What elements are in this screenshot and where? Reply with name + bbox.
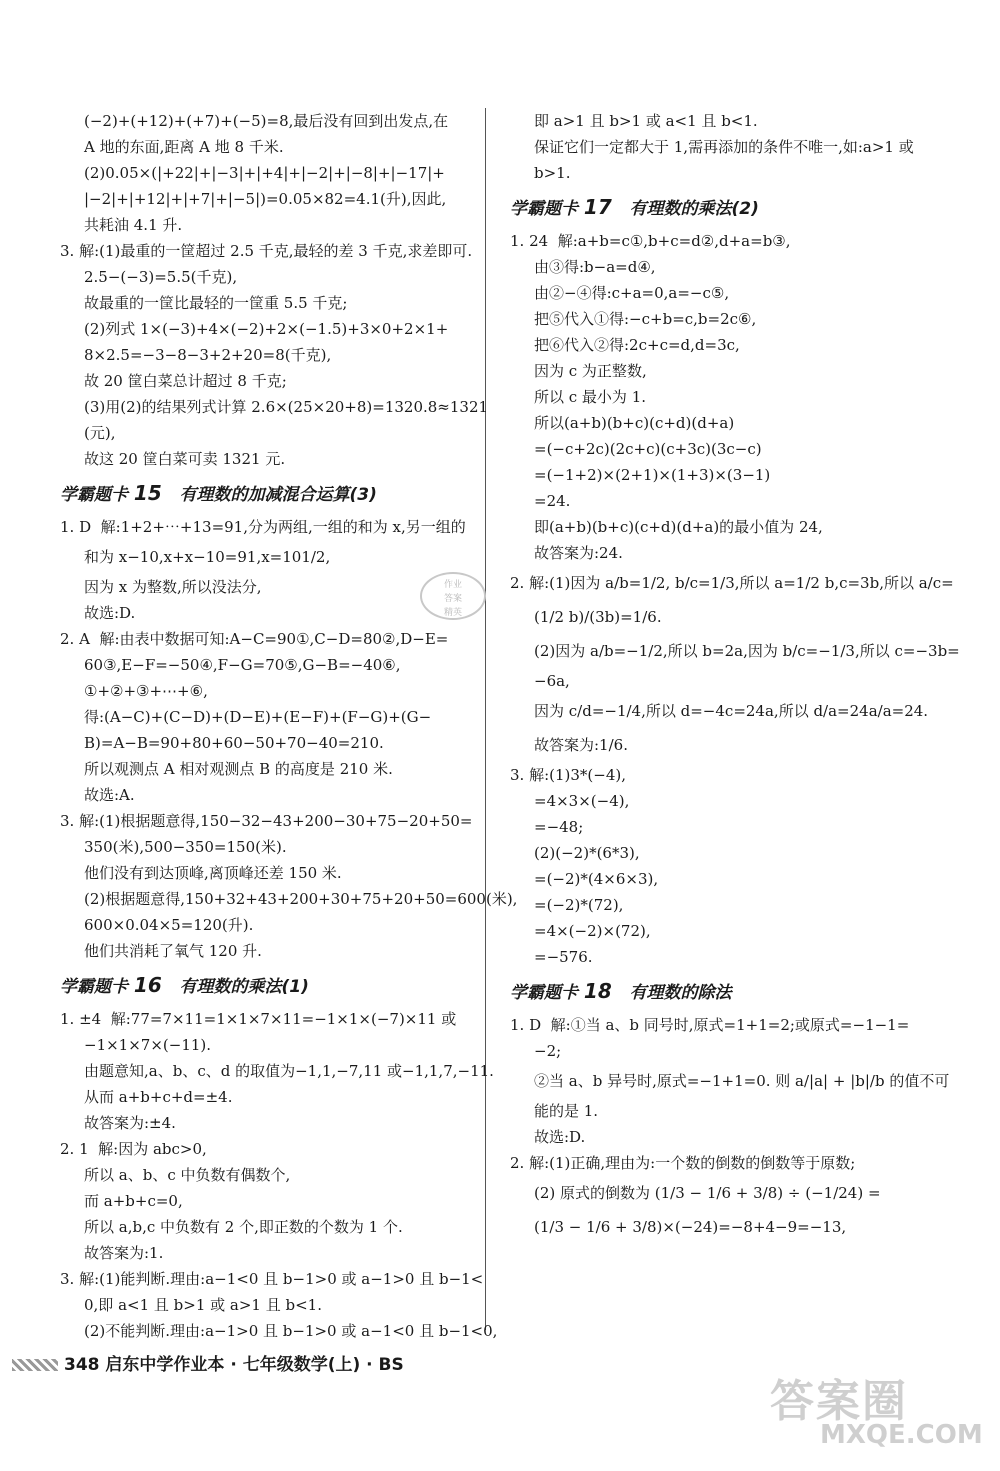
text-line: 故选:A. [84, 786, 135, 804]
text-line: (2)(−2)*(6*3), [534, 844, 640, 862]
heading-title: 有理数的乘法(1) [179, 977, 309, 997]
stamp-text: 答案 [443, 594, 462, 604]
watermark-url: MXQE.COM [820, 1420, 983, 1450]
heading-label: 学霸题卡 [60, 485, 128, 505]
text-line: 即(a+b)(b+c)(c+d)(d+a)的最小值为 24, [534, 518, 823, 536]
right-column [510, 108, 960, 1244]
text-line: 共耗油 4.1 升. [84, 216, 183, 234]
heading-title: 有理数的加减混合运算(3) [179, 485, 377, 505]
text-line: 而 a+b+c=0, [84, 1192, 183, 1210]
stamp-seal [420, 572, 486, 620]
text-line: 8×2.5=−3−8−3+2+20=8(千克), [84, 346, 332, 364]
text-line: =(−2)*(4×6×3), [534, 870, 659, 888]
text-line: 0,即 a<1 且 b>1 或 a>1 且 b<1. [84, 1296, 322, 1314]
text-line: (1/2 b)/(3b)=1/6. [534, 608, 662, 626]
text-line: 2. 解:(1)正确,理由为:一个数的倒数的倒数等于原数; [510, 1154, 856, 1172]
text-line: 故答案为:±4. [84, 1114, 176, 1132]
text-line: 他们没有到达顶峰,离顶峰还差 150 米. [84, 864, 342, 882]
left-block-1 [60, 108, 489, 472]
text-line: =4×(−2)×(72), [534, 922, 651, 940]
text-line: =24. [534, 492, 571, 510]
text-line: 由题意知,a、b、c、d 的取值为−1,1,−7,11 或−1,1,7,−11. [84, 1062, 494, 1080]
text-line: 2. 1 解:因为 abc>0, [60, 1140, 207, 1158]
text-line: 由③得:b−a=d④, [534, 258, 656, 276]
text-line: 所以 a,b,c 中负数有 2 个,即正数的个数为 1 个. [84, 1218, 403, 1236]
text-line: =4×3×(−4), [534, 792, 630, 810]
text-line: (2)列式 1×(−3)+4×(−2)+2×(−1.5)+3×0+2×1+ [84, 320, 449, 338]
text-line: 故答案为:1. [84, 1244, 164, 1262]
text-line: 故选:D. [84, 604, 136, 622]
text-line: |−2|+|+12|+|+7|+|−5|)=0.05×82=4.1(升),因此, [84, 190, 447, 208]
text-line: 由②−④得:c+a=0,a=−c⑤, [534, 284, 730, 302]
heading-title: 有理数的乘法(2) [629, 199, 759, 219]
text-line: −6a, [534, 672, 570, 690]
text-line: 故答案为:1/6. [534, 736, 628, 754]
stamp-text: 精英 [443, 608, 462, 618]
heading-label: 学霸题卡 [60, 977, 128, 997]
heading-label: 学霸题卡 [510, 983, 578, 1003]
text-line: 得:(A−C)+(C−D)+(D−E)+(E−F)+(F−G)+(G− [84, 708, 432, 726]
text-line: 350(米),500−350=150(米). [84, 838, 287, 856]
section-heading-16 [60, 970, 470, 1002]
text-line: 3. 解:(1)最重的一筐超过 2.5 千克,最轻的差 3 千克,求差即可. [60, 242, 473, 260]
heading-label: 学霸题卡 [510, 199, 578, 219]
text-line: 和为 x−10,x+x−10=91,x=101/2, [84, 548, 331, 566]
text-line: 故这 20 筐白菜可卖 1321 元. [84, 450, 286, 468]
text-line: (元), [84, 424, 116, 442]
text-line: =(−c+2c)(2c+c)(c+3c)(3c−c) [534, 440, 762, 458]
right-block-1 [510, 108, 920, 186]
text-line: 故答案为:24. [534, 544, 623, 562]
text-line: 2. 解:(1)因为 a/b=1/2, b/c=1/3,所以 a=1/2 b,c=3b,所以 a/c= [510, 574, 954, 592]
text-line: 2. A 解:由表中数据可知:A−C=90①,C−D=80②,D−E= [60, 630, 449, 648]
text-line: (2)因为 a/b=−1/2,所以 b=2a,因为 b/c=−1/3,所以 c=−3b= [534, 642, 960, 660]
left-column [60, 108, 518, 1344]
text-line: 3. 解:(1)根据题意得,150−32−43+200−30+75−20+50= [60, 812, 473, 830]
text-line: (2)不能判断.理由:a−1>0 且 b−1>0 或 a−1<0 且 b−1<0, [84, 1322, 498, 1340]
heading-number: 16 [133, 973, 162, 997]
watermark-logo: 答案圈 [770, 1376, 908, 1427]
right-block-2 [510, 228, 960, 970]
footer-text: 348 启东中学作业本 · 七年级数学(上) · BS [64, 1355, 404, 1375]
text-line: (2)0.05×(|+22|+|−3|+|+4|+|−2|+|−8|+|−17|+ [84, 164, 445, 182]
text-line: 1. 24 解:a+b=c①,b+c=d②,d+a=b③, [510, 232, 791, 250]
text-line: =−48; [534, 818, 584, 836]
column-divider [485, 108, 486, 1330]
heading-number: 17 [583, 195, 612, 219]
text-line: ②当 a、b 异号时,原式=−1+1=0. 则 a/|a| + |b|/b 的值不可 [534, 1072, 950, 1090]
text-line: 1. D 解:1+2+⋯+13=91,分为两组,一组的和为 x,另一组的 [60, 518, 466, 536]
text-line: 3. 解:(1)能判断.理由:a−1<0 且 b−1>0 或 a−1>0 且 b−1< [60, 1270, 484, 1288]
text-line: 把⑤代入①得:−c+b=c,b=2c⑥, [534, 310, 757, 328]
text-line: 60③,E−F=−50④,F−G=70⑤,G−B=−40⑥, [84, 656, 401, 674]
text-line: 2.5−(−3)=5.5(千克), [84, 268, 238, 286]
text-line: 故 20 筐白菜总计超过 8 千克; [84, 372, 287, 390]
text-line: 因为 c/d=−1/4,所以 d=−4c=24a,所以 d/a=24a/a=24. [534, 702, 929, 720]
text-line: b>1. [534, 164, 571, 182]
text-line: 所以 c 最小为 1. [534, 388, 647, 406]
heading-number: 15 [133, 481, 162, 505]
text-line: 1. D 解:①当 a、b 同号时,原式=1+1=2;或原式=−1−1= [510, 1016, 910, 1034]
text-line: =−576. [534, 948, 593, 966]
left-block-2 [60, 514, 518, 964]
text-line: 能的是 1. [534, 1102, 599, 1120]
section-heading-17 [510, 192, 920, 224]
text-line: −1×1×7×(−11). [84, 1036, 212, 1054]
text-line: 故最重的一筐比最轻的一筐重 5.5 千克; [84, 294, 348, 312]
text-line: =(−1+2)×(2+1)×(1+3)×(3−1) [534, 466, 771, 484]
text-line: 1. ±4 解:77=7×11=1×1×7×11=−1×1×(−7)×11 或 [60, 1010, 457, 1028]
section-heading-15 [60, 478, 470, 510]
text-line: B)=A−B=90+80+60−50+70−40=210. [84, 734, 384, 752]
stamp-text: 作业 [443, 580, 462, 590]
heading-number: 18 [583, 979, 612, 1003]
right-block-3 [510, 1012, 950, 1244]
heading-title: 有理数的除法 [629, 983, 732, 1003]
text-line: 600×0.04×5=120(升). [84, 916, 254, 934]
text-line: (1/3 − 1/6 + 3/8)×(−24)=−8+4−9=−13, [534, 1218, 847, 1236]
text-line: 所以 a、b、c 中负数有偶数个, [84, 1166, 291, 1184]
text-line: 因为 c 为正整数, [534, 362, 647, 380]
left-block-3 [60, 1006, 498, 1344]
text-line: 3. 解:(1)3*(−4), [510, 766, 627, 784]
text-line: (2)根据题意得,150+32+43+200+30+75+20+50=600(米), [84, 890, 518, 908]
text-line: 他们共消耗了氧气 120 升. [84, 942, 262, 960]
text-line: 把⑥代入②得:2c+c=d,d=3c, [534, 336, 740, 354]
text-line: 所以观测点 A 相对观测点 B 的高度是 210 米. [84, 760, 393, 778]
text-line: 即 a>1 且 b>1 或 a<1 且 b<1. [534, 112, 758, 130]
text-line: =(−2)*(72), [534, 896, 624, 914]
text-line: ①+②+③+⋯+⑥, [84, 682, 208, 700]
text-line: A 地的东面,距离 A 地 8 千米. [84, 138, 284, 156]
text-line: (−2)+(+12)+(+7)+(−5)=8,最后没有回到出发点,在 [84, 112, 449, 130]
page-footer [12, 1350, 404, 1375]
text-line: 所以(a+b)(b+c)(c+d)(d+a) [534, 414, 735, 432]
footer-decoration [12, 1359, 58, 1371]
text-line: (2) 原式的倒数为 (1/3 − 1/6 + 3/8) ÷ (−1/24) = [534, 1184, 881, 1202]
text-line: 因为 x 为整数,所以没法分, [84, 578, 262, 596]
text-line: 保证它们一定都大于 1,需再添加的条件不唯一,如:a>1 或 [534, 138, 914, 156]
text-line: −2; [534, 1042, 562, 1060]
text-line: (3)用(2)的结果列式计算 2.6×(25×20+8)=1320.8≈1321 [84, 398, 489, 416]
text-line: 故选:D. [534, 1128, 586, 1146]
text-line: 从而 a+b+c+d=±4. [84, 1088, 233, 1106]
section-heading-18 [510, 976, 920, 1008]
